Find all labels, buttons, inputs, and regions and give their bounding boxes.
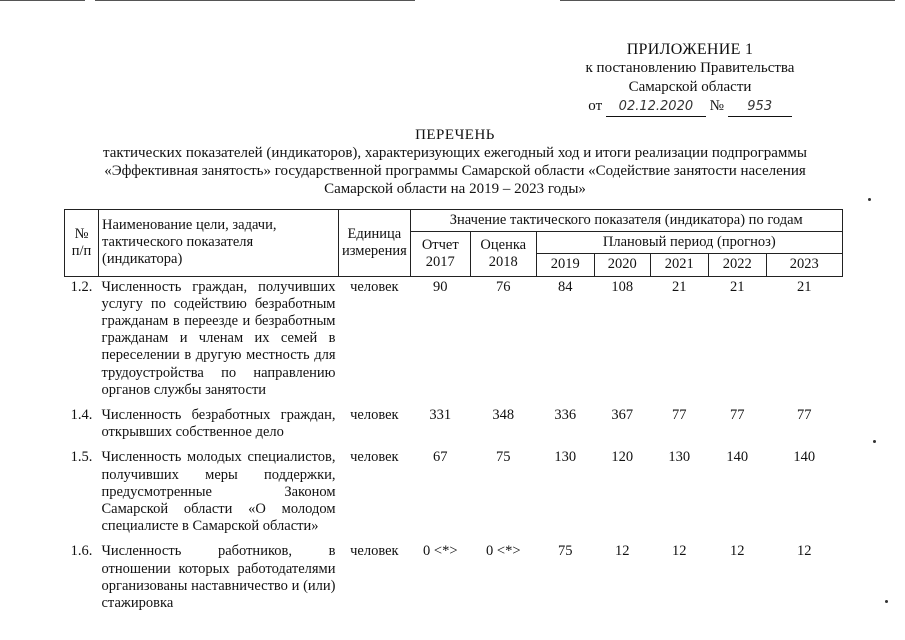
header-year-2021: 2021 [650,254,708,276]
row-value-2019: 84 [558,278,573,295]
header-unit: Единица измерения [339,210,411,277]
row-value-2021: 130 [668,449,691,466]
table-row [65,537,843,614]
header-year-2020: 2020 [594,254,650,276]
document-heading [60,126,850,198]
appendix-line-1: к постановлению Правительства [585,60,795,76]
row-value-2022: 77 [730,407,745,424]
row-value-2018: 348 [492,407,515,424]
from-label: от [588,98,603,114]
row-value-2021: 12 [672,543,687,560]
row-value-2020: 12 [615,543,630,560]
header-values-group: Значение тактического показателя (индикатора) по годам [410,210,842,232]
appendix-block [560,40,820,118]
row-value-2022: 140 [726,449,749,466]
header-year-2022: 2022 [708,254,766,276]
header-year-2019: 2019 [536,254,594,276]
row-value-2017: 90 [433,278,448,295]
row-unit: человек [350,543,399,560]
scan-top-line-left [0,0,85,1]
scan-speck [868,198,871,201]
row-name: Численность безработных граждан, открывших собственное дело [101,407,336,441]
row-name: Численность граждан, получивших услугу по содействию безработным гражданам в переезде и безработным гражданам и членам их семей в переселении в другую местность для трудоустройства по направлению органов службы занятости [101,278,336,398]
number-label: № [709,98,724,114]
row-unit: человек [350,278,399,295]
row-value-2021: 21 [672,278,687,295]
row-value-2018: 0 <*> [486,543,521,560]
row-value-2020: 367 [611,407,634,424]
scan-speck [885,600,888,603]
handwritten-date: 02.12.2020 [606,97,706,117]
header-estimate-2018: Оценка 2018 [470,232,536,276]
row-value-2023: 140 [793,449,816,466]
scan-speck [873,440,876,443]
row-number: 1.6. [70,543,93,560]
row-value-2019: 130 [554,449,577,466]
row-unit: человек [350,449,399,466]
header-name: Наименование цели, задачи, тактического показателя (индикатора) [99,210,339,277]
indicators-table [64,209,843,614]
row-unit: человек [350,407,399,424]
table-row [65,401,843,443]
row-value-2018: 76 [496,278,511,295]
appendix-line-2: Самарской области [628,79,752,95]
row-value-2017: 0 <*> [423,543,458,560]
header-plan-period: Плановый период (прогноз) [536,232,842,254]
row-value-2017: 67 [433,449,448,466]
scan-top-line-right [560,0,895,1]
row-value-2023: 77 [797,407,812,424]
handwritten-number: 953 [728,97,792,117]
row-value-2019: 336 [554,407,577,424]
appendix-title: ПРИЛОЖЕНИЕ 1 [626,41,754,58]
header-year-2023: 2023 [766,254,842,276]
row-value-2018: 75 [496,449,511,466]
row-value-2023: 21 [797,278,812,295]
scan-top-line-mid [95,0,415,1]
row-value-2023: 12 [797,543,812,560]
row-value-2020: 120 [611,449,634,466]
heading-title: ПЕРЕЧЕНЬ [415,127,495,143]
row-value-2017: 331 [429,407,452,424]
row-number: 1.2. [70,278,93,295]
heading-line-3: Самарской области на 2019 – 2023 годы» [324,181,586,197]
row-value-2022: 12 [730,543,745,560]
row-value-2020: 108 [611,278,634,295]
row-value-2021: 77 [672,407,687,424]
row-value-2019: 75 [558,543,573,560]
heading-line-1: тактических показателей (индикаторов), характеризующих ежегодный ход и итоги реализации подпрограммы [102,145,807,161]
row-number: 1.5. [70,449,93,466]
table-row [65,276,843,401]
heading-line-2: «Эффективная занятость» государственной программы Самарской области «Содействие занятости населения [104,163,806,179]
header-no: № п/п [65,210,99,277]
header-report-2017: Отчет 2017 [410,232,470,276]
row-name: Численность молодых специалистов, получивших меры поддержки, предусмотренные Законом Самарской области «О молодом специалисте в Самарской области» [101,449,336,535]
row-name: Численность работников, в отношении которых работодателями организованы наставничество и (или) стажировка [101,543,336,612]
table-row [65,443,843,537]
row-value-2022: 21 [730,278,745,295]
row-number: 1.4. [70,407,93,424]
appendix-date-number [560,97,820,118]
